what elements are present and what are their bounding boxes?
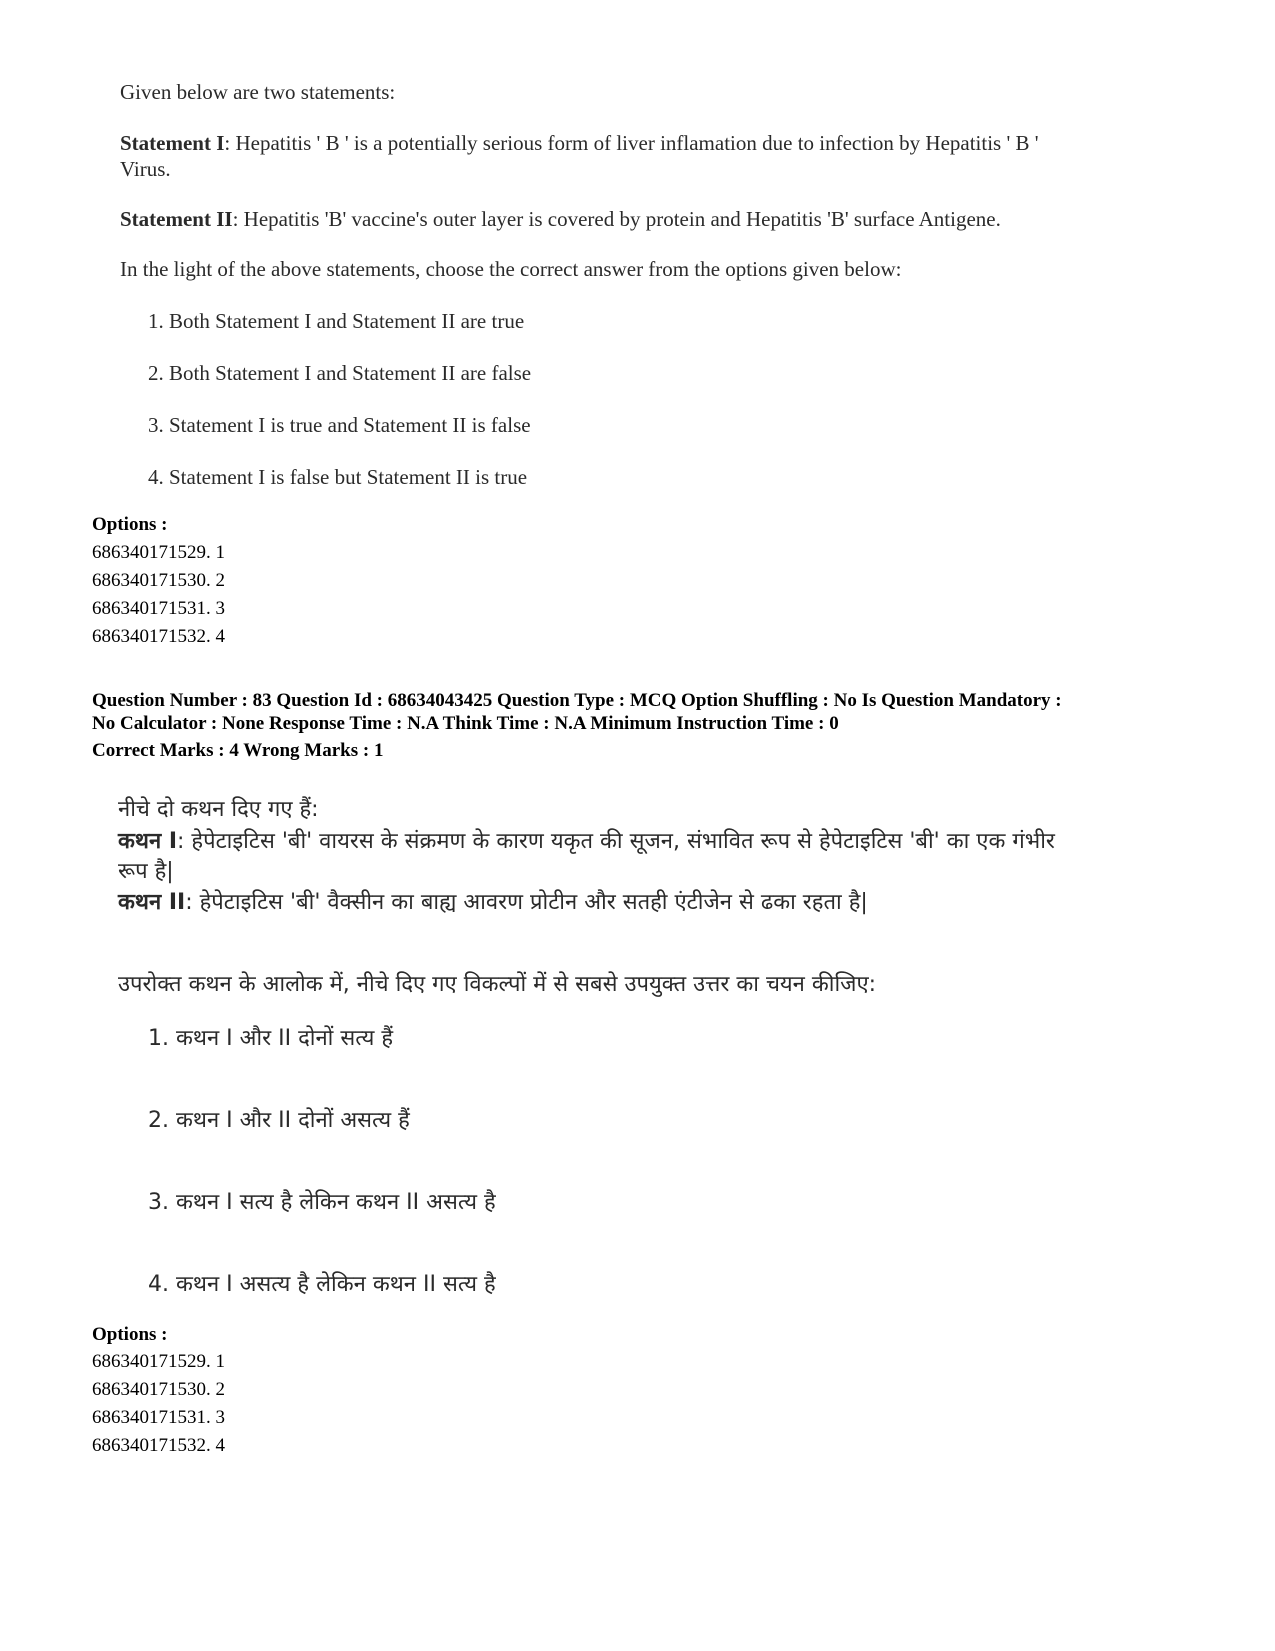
q1-statement-1-cont: Virus. <box>120 157 171 181</box>
q2-statement-1-text: : हेपेटाइटिस 'बी' वायरस के संक्रमण के कारण यकृत की सूजन, संभावित रूप से हेपेटाइटिस 'बी' का एक गंभीर <box>177 829 1055 854</box>
q2-statement-2-label: कथन II <box>118 890 186 915</box>
q1-choice: 4. Statement I is false but Statement II is true <box>148 465 528 489</box>
q1-statement-2-text: : Hepatitis 'B' vaccine's outer layer is covered by protein and Hepatitis 'B' surface Antigene. <box>232 207 1001 231</box>
q1-statement-1 <box>120 131 1039 156</box>
q2-choice: 4. कथन I असत्य है लेकिन कथन II सत्य है <box>148 1272 496 1297</box>
q2-prompt: उपरोक्त कथन के आलोक में, नीचे दिए गए विकल्पों में से सबसे उपयुक्त उत्तर का चयन कीजिए: <box>118 972 877 997</box>
q2-option-id: 686340171530. 2 <box>92 1379 225 1400</box>
q2-statement-1-cont: रूप है| <box>118 859 174 884</box>
q1-options-label: Options : <box>92 514 168 535</box>
q1-option-id: 686340171531. 3 <box>92 598 225 619</box>
q2-meta-line2: No Calculator : None Response Time : N.A Think Time : N.A Minimum Instruction Time : 0 <box>92 713 839 734</box>
q2-statement-2-text: : हेपेटाइटिस 'बी' वैक्सीन का बाह्य आवरण प्रोटीन और सतही एंटीजेन से ढका रहता है| <box>185 890 868 915</box>
q1-statement-2 <box>120 207 1001 232</box>
q1-option-id: 686340171529. 1 <box>92 542 225 563</box>
q2-statement-1 <box>118 825 1055 855</box>
q2-choice: 2. कथन I और II दोनों असत्य हैं <box>148 1108 410 1133</box>
q2-option-id: 686340171532. 4 <box>92 1435 225 1456</box>
q1-choice: 3. Statement I is true and Statement II is false <box>148 413 531 437</box>
q2-intro: नीचे दो कथन दिए गए हैं: <box>118 797 319 822</box>
q1-option-id: 686340171530. 2 <box>92 570 225 591</box>
q2-choice: 1. कथन I और II दोनों सत्य हैं <box>148 1026 394 1051</box>
q1-statement-1-text: : Hepatitis ' B ' is a potentially serious form of liver inflamation due to infection by Hepatitis ' B ' <box>224 131 1039 155</box>
q1-choice: 1. Both Statement I and Statement II are true <box>148 309 525 333</box>
q2-option-id: 686340171531. 3 <box>92 1407 225 1428</box>
q2-statement-2 <box>118 886 868 916</box>
q2-choice: 3. कथन I सत्य है लेकिन कथन II असत्य है <box>148 1190 496 1215</box>
q2-meta-line1: Question Number : 83 Question Id : 68634043425 Question Type : MCQ Option Shuffling : No Is Question Mandatory : <box>92 690 1062 711</box>
q1-intro: Given below are two statements: <box>120 80 396 104</box>
q2-options-label: Options : <box>92 1324 168 1345</box>
q1-prompt: In the light of the above statements, choose the correct answer from the options given below: <box>120 257 902 281</box>
q2-meta-line3: Correct Marks : 4 Wrong Marks : 1 <box>92 740 384 761</box>
q1-statement-1-label: Statement I <box>120 131 225 155</box>
q1-choice: 2. Both Statement I and Statement II are false <box>148 361 532 385</box>
q2-option-id: 686340171529. 1 <box>92 1351 225 1372</box>
q1-option-id: 686340171532. 4 <box>92 626 225 647</box>
q1-statement-2-label: Statement II <box>120 207 233 231</box>
q2-statement-1-label: कथन I <box>118 829 178 854</box>
